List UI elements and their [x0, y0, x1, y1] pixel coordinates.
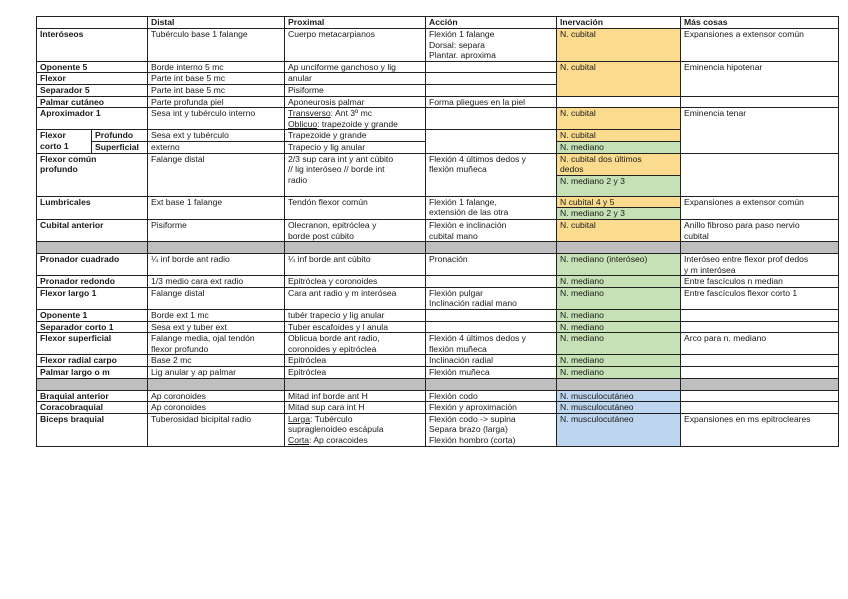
proximal-line: // lig interóseo // borde int [288, 164, 385, 175]
accion-cell [426, 219, 557, 241]
muscle-name-line: corto 1 [40, 140, 69, 151]
mas-cell [681, 355, 839, 367]
mas-cell [681, 153, 839, 196]
accion-cell: Flexión y aproximación [426, 402, 557, 414]
proximal-cell: Mitad sup cara int H [285, 402, 426, 414]
accion-line: flexión muñeca [429, 164, 487, 175]
proximal-cell: Epitróclea y coronoides [285, 276, 426, 288]
proximal-cell: Epitróclea [285, 367, 426, 379]
separator-cell [426, 378, 557, 390]
mas-cell [681, 367, 839, 379]
distal-cell: Parte int base 5 mc [148, 84, 285, 96]
separator-cell [285, 378, 426, 390]
inervacion-cell: N. mediano [557, 355, 681, 367]
mas-line: cubital [684, 230, 709, 241]
muscle-name: Oponente 1 [37, 310, 148, 322]
distal-cell: Borde interno 5 mc [148, 61, 285, 73]
muscle-table [36, 16, 839, 447]
accion-line: Flexión 1 falange, [429, 196, 497, 207]
proximal-cell: Cara ant radio y m interósea [285, 287, 426, 309]
inervacion-cell: N. mediano 2 y 3 [557, 208, 681, 220]
accion-cell [426, 61, 557, 73]
proximal-line: coronoides y epitróclea [288, 343, 377, 354]
muscle-name: Flexor largo 1 [37, 287, 148, 309]
accion-line: Separa brazo (larga) [429, 424, 508, 435]
muscle-name: Pronador redondo [37, 276, 148, 288]
mas-cell [681, 96, 839, 108]
inervacion-cell: N. mediano [557, 141, 681, 153]
proximal-text: : trapezoide y grande [317, 118, 398, 129]
header-inervacion: Inervación [557, 17, 681, 29]
inervacion-line: dedos [560, 164, 584, 175]
proximal-text: : Tubérculo [309, 413, 353, 424]
mas-cell: Expansiones en ms epitrocleares [681, 413, 839, 446]
proximal-term: Transverso [288, 108, 331, 119]
separator-cell [681, 378, 839, 390]
distal-cell: Sesa ext y tuber ext [148, 321, 285, 333]
inervacion-cell: N. cubital [557, 108, 681, 130]
proximal-cell: anular [285, 73, 426, 85]
mas-cell: Expansiones a extensor común [681, 29, 839, 62]
proximal-line: Oblicua borde ant radio, [288, 333, 380, 344]
separator-cell [37, 378, 148, 390]
muscle-subname: Superficial [92, 141, 148, 153]
mas-line: y m interósea [684, 264, 736, 275]
accion-cell: Flexión muñeca [426, 367, 557, 379]
proximal-cell: Mitad inf borde ant H [285, 390, 426, 402]
table-row [37, 61, 839, 73]
accion-line: Flexión hombro (corta) [429, 435, 516, 445]
muscle-name-line: profundo [40, 164, 78, 175]
inervacion-cell: N. musculocutáneo [557, 402, 681, 414]
proximal-line: Olecranon, epitróclea y [288, 219, 377, 230]
accion-cell [426, 130, 557, 153]
table-row [37, 153, 839, 175]
inervacion-cell: N. mediano [557, 276, 681, 288]
proximal-line [288, 119, 422, 130]
accion-cell: Forma pliegues en la piel [426, 96, 557, 108]
table-row [37, 413, 839, 446]
table-row [37, 390, 839, 402]
muscle-name: Oponente 5 [37, 61, 148, 73]
mas-cell [681, 390, 839, 402]
mas-cell [681, 254, 839, 276]
distal-cell: Lig anular y ap palmar [148, 367, 285, 379]
distal-cell: Falange distal [148, 153, 285, 196]
inervacion-line: N. cubital dos últimos [560, 153, 642, 164]
inervacion-cell: N. mediano (interóseo) [557, 254, 681, 276]
mas-line: Interóseo entre flexor prof dedos [684, 254, 809, 265]
separator-row [37, 242, 839, 254]
proximal-cell: Tendón flexor común [285, 196, 426, 219]
accion-cell [426, 84, 557, 96]
accion-line: Flexión codo -> supina [429, 413, 516, 424]
table-row [37, 367, 839, 379]
distal-line: Falange media, ojal tendón [151, 333, 255, 344]
proximal-term: Oblicuo [288, 118, 318, 129]
mas-line: Anillo fibroso para paso nervio [684, 219, 800, 230]
muscle-name: Coracobraquial [37, 402, 148, 414]
proximal-cell: Cuerpo metacarpianos [285, 29, 426, 62]
mas-cell: Eminencia tenar [681, 108, 839, 153]
accion-line: extensión de las otra [429, 207, 509, 218]
accion-line: Flexión pulgar [429, 287, 483, 298]
distal-line: flexor profundo [151, 343, 209, 354]
accion-line: Plantar. aproxima [429, 50, 496, 61]
proximal-cell [285, 153, 426, 196]
table-row [37, 321, 839, 333]
proximal-cell: Trapezoide y grande [285, 130, 426, 142]
accion-line: Flexión 4 últimos dedos y [429, 153, 526, 164]
accion-cell [426, 321, 557, 333]
table-row [37, 254, 839, 276]
accion-cell [426, 73, 557, 85]
mas-cell [681, 219, 839, 241]
proximal-line: supraglenoideo escápula [288, 424, 384, 435]
accion-cell [426, 287, 557, 309]
muscle-name-line: Flexor común [40, 153, 97, 164]
table-row [37, 355, 839, 367]
distal-cell: Borde ext 1 mc [148, 310, 285, 322]
proximal-cell [285, 108, 426, 130]
accion-line: Flexión 1 falange [429, 29, 495, 39]
proximal-term: Corta [288, 435, 310, 445]
accion-cell [426, 276, 557, 288]
proximal-term: Larga [288, 413, 310, 424]
muscle-name: Braquial anterior [37, 390, 148, 402]
proximal-cell: ¼ inf borde ant cúbito [285, 254, 426, 276]
mas-cell: Arco para n. mediano [681, 333, 839, 355]
distal-cell: Base 2 mc [148, 355, 285, 367]
inervacion-cell: N. musculocutáneo [557, 413, 681, 446]
muscle-name-line: Flexor [40, 130, 66, 141]
mas-cell [681, 310, 839, 322]
separator-cell [426, 242, 557, 254]
table-row [37, 108, 839, 130]
proximal-cell [285, 333, 426, 355]
inervacion-cell: N. mediano [557, 287, 681, 309]
distal-cell: Ap coronoides [148, 402, 285, 414]
distal-cell: Falange distal [148, 287, 285, 309]
distal-cell [148, 333, 285, 355]
inervacion-cell [557, 153, 681, 175]
muscle-name: Interóseos [37, 29, 148, 62]
accion-cell: Flexión codo [426, 390, 557, 402]
separator-cell [557, 242, 681, 254]
proximal-cell: Epitróclea [285, 355, 426, 367]
muscle-subname: Profundo [92, 130, 148, 142]
header-accion: Acción [426, 17, 557, 29]
table-row [37, 276, 839, 288]
distal-cell: Parte profunda piel [148, 96, 285, 108]
proximal-cell: Tuber escafoides y l anula [285, 321, 426, 333]
proximal-cell [285, 219, 426, 241]
inervacion-cell: N. mediano [557, 321, 681, 333]
proximal-cell: Aponeurosis palmar [285, 96, 426, 108]
header-muscle [37, 17, 148, 29]
proximal-line [288, 435, 422, 446]
distal-cell: Tubérculo base 1 falange [148, 29, 285, 62]
inervacion-cell: N cubital 4 y 5 [557, 196, 681, 208]
accion-line: Flexión 4 últimos dedos y [429, 333, 526, 344]
muscle-name: Palmar largo o m [37, 367, 148, 379]
inervacion-cell: N. cubital [557, 61, 681, 96]
muscle-name: Separador 5 [37, 84, 148, 96]
accion-cell [426, 153, 557, 196]
mas-cell: Entre fascículos flexor corto 1 [681, 287, 839, 309]
proximal-cell: Ap unciforme ganchoso y lig [285, 61, 426, 73]
distal-cell: Sesa ext y tubérculo [148, 130, 285, 142]
muscle-name: Lumbricales [37, 196, 148, 219]
proximal-line: 2/3 sup cara int y ant cúbito [288, 153, 394, 164]
accion-cell: Inclinación radial [426, 355, 557, 367]
accion-cell [426, 196, 557, 219]
table-row [37, 196, 839, 208]
accion-cell [426, 413, 557, 446]
distal-cell: Pisiforme [148, 219, 285, 241]
distal-cell: ¼ inf borde ant radio [148, 254, 285, 276]
muscle-name [37, 130, 92, 153]
distal-cell: Ext base 1 falange [148, 196, 285, 219]
muscle-name [37, 153, 148, 196]
header-mas-cosas: Más cosas [681, 17, 839, 29]
muscle-name: Flexor superficial [37, 333, 148, 355]
mas-cell: Expansiones a extensor común [681, 196, 839, 219]
accion-cell: Pronación [426, 254, 557, 276]
inervacion-cell: N. cubital [557, 219, 681, 241]
separator-cell [148, 242, 285, 254]
muscle-name: Flexor radial carpo [37, 355, 148, 367]
separator-cell [148, 378, 285, 390]
mas-cell: Entre fascículos n median [681, 276, 839, 288]
proximal-cell: Pisiforme [285, 84, 426, 96]
mas-cell [681, 402, 839, 414]
accion-line: Dorsal: separa [429, 39, 485, 50]
accion-line: cubital mano [429, 230, 478, 241]
inervacion-cell [557, 96, 681, 108]
muscle-name: Separador corto 1 [37, 321, 148, 333]
inervacion-cell: N. mediano [557, 333, 681, 355]
muscle-name: Flexor [37, 73, 148, 85]
inervacion-cell: N. mediano [557, 310, 681, 322]
inervacion-cell: N. cubital [557, 130, 681, 142]
distal-cell: Tuberosidad bicipital radio [148, 413, 285, 446]
header-proximal: Proximal [285, 17, 426, 29]
mas-cell [681, 321, 839, 333]
distal-cell: externo [148, 141, 285, 153]
table-row [37, 402, 839, 414]
inervacion-cell: N. musculocutáneo [557, 390, 681, 402]
distal-cell: Ap coronoides [148, 390, 285, 402]
proximal-cell: tubér trapecio y lig anular [285, 310, 426, 322]
accion-cell [426, 108, 557, 130]
proximal-text: : Ant 3º mc [330, 108, 373, 119]
table-row [37, 29, 839, 62]
distal-cell: Parte int base 5 mc [148, 73, 285, 85]
muscle-name: Aproximador 1 [37, 108, 148, 130]
separator-cell [37, 242, 148, 254]
accion-cell [426, 310, 557, 322]
proximal-line: radio [288, 174, 308, 185]
accion-line: Flexión e inclinación [429, 219, 507, 230]
table-row [37, 333, 839, 355]
separator-cell [681, 242, 839, 254]
proximal-text: : Ap coracoides [309, 435, 368, 445]
mas-cell: Eminencia hipotenar [681, 61, 839, 96]
distal-cell: 1/3 medio cara ext radio [148, 276, 285, 288]
accion-line: flexión muñeca [429, 343, 487, 354]
muscle-name: Pronador cuadrado [37, 254, 148, 276]
inervacion-cell: N. mediano [557, 367, 681, 379]
table-row [37, 310, 839, 322]
separator-cell [557, 378, 681, 390]
muscle-name: Cubital anterior [37, 219, 148, 241]
proximal-cell: Trapecio y lig anular [285, 141, 426, 153]
distal-cell: Sesa int y tubérculo interno [148, 108, 285, 130]
table-row [37, 287, 839, 309]
inervacion-cell: N. mediano 2 y 3 [557, 175, 681, 196]
accion-cell [426, 29, 557, 62]
table-row [37, 219, 839, 241]
accion-line: Inclinación radial mano [429, 298, 517, 309]
inervacion-cell: N. cubital [557, 29, 681, 62]
separator-row [37, 378, 839, 390]
muscle-name: Palmar cutáneo [37, 96, 148, 108]
header-row [37, 17, 839, 29]
accion-cell [426, 333, 557, 355]
proximal-cell [285, 413, 426, 446]
header-distal: Distal [148, 17, 285, 29]
muscle-name: Biceps braquial [37, 413, 148, 446]
proximal-line: borde post cúbito [288, 230, 354, 241]
separator-cell [285, 242, 426, 254]
proximal-line [288, 414, 422, 425]
proximal-line [288, 108, 422, 119]
table-row [37, 96, 839, 108]
